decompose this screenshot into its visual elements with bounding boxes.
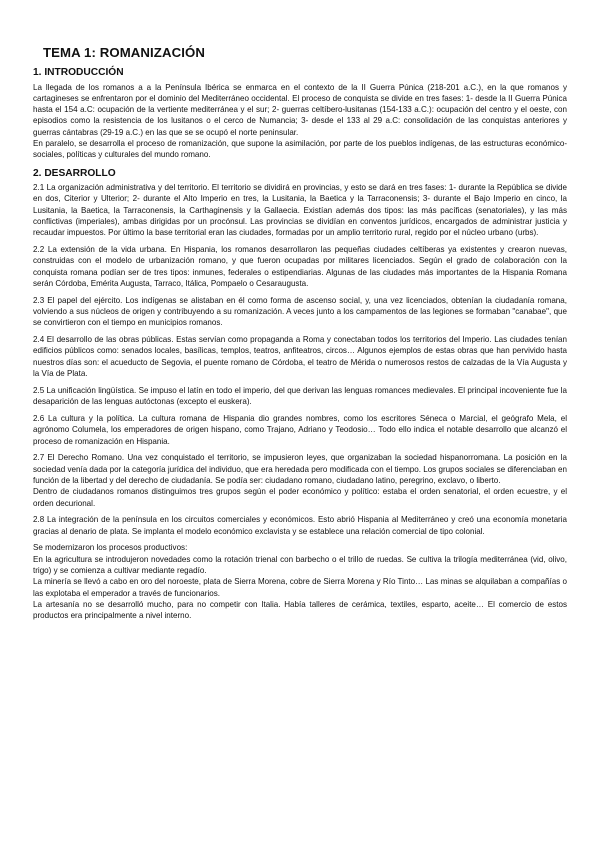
paragraph-2-2-vida-urbana: 2.2 La extensión de la vida urbana. En Hispania, los romanos desarrollaron las pequeñas ciudades celtíberas ya existentes y crearon nuevas, construidas con el modelo de urbanización romano, y que fueron ocupadas por militares licenciados. Según el grado de colaboración con la conquista romana podían ser de tres tipos: inmunes, federales o estipendiarias. Algunas de las ciudades más importantes de la Hispania Romana serán Córdoba, Emérita Augusta, Tarraco, Itálica, Pompaelo o Cesaraugusta. (33, 245, 567, 288)
paragraph-2-6-cultura-politica: 2.6 La cultura y la política. La cultura romana de Hispania dio grandes nombres, como los escritores Séneca o Marcial, el geógrafo Mela, el agrónomo Columela, los emperadores de origen hispano, como Trajano, Adriano y Teodosio… Todo ello indica el notable desarrollo que alcanzó el proceso de romanización en Hispania. (33, 413, 567, 446)
paragraph-2-5-unificacion-linguistica: 2.5 La unificación lingüística. Se impuso el latín en todo el imperio, del que derivan las lenguas romances medievales. El principal incoveniente fue la desaparición de las lenguas autóctonas (excepto el euskera). (33, 385, 567, 407)
paragraph-2-7-ordenes: Dentro de ciudadanos romanos distinguimos tres grupos según el poder económico y político: estaba el orden senatorial, el orden ecuestre, y el orden decurional. (33, 487, 567, 508)
paragraph-2-1-organizacion: 2.1 La organización administrativa y del territorio. El territorio se dividirá en provincias, y esto se dará en tres fases: 1- durante la República se divide en dos, Citerior y Ulterior; 2- durante el Alto Imperio en tres, la Lusitania, la Baetica y la Tarraconensis; 3- durante el Bajo Imperio en cinco, la Lusitania, la Baetica, la Tarraconensis, la Carthaginensis y la Gallaecia. Existían además dos tipos: las más pacíficas (senatoriales), y las más conflictivas (imperiales), ambas dirigidas por un procónsul. Las provincias se dividían en conventos jurídicos, encargados de administrar justicia y recaudar impuestos. Por último la base territorial eran las ciudades, formadas por un amplio territorio rural, regido por el núcleo urbano (urbs). (33, 183, 567, 238)
paragraph-2-8-procesos-productivos: Se modernizaron los procesos productivos: (33, 543, 188, 553)
paragraph-2-8-artesania: La artesanía no se desarrolló mucho, para no competir con Italia. Había talleres de cerámica, textiles, esparto, aceite… El comercio de estos productos era principalmente a nivel interno. (33, 599, 567, 621)
paragraph-2-7-derecho-romano: 2.7 El Derecho Romano. Una vez conquistado el territorio, se impusieron leyes, que organizaban la sociedad hispanorromana. La posición en la sociedad venía dada por la categoría jurídica del individuo, que era heredada pero modificada con el tiempo. Los grupos sociales se diferenciaban en función de la libertad y del derecho de ciudadanía. Se podía ser: ciudadano romano, ciudadano latino, peregrino, exclavo, o liberto. (33, 453, 567, 485)
section-heading-introduccion: 1. INTRODUCCIÓN (33, 67, 124, 78)
document-body (33, 44, 567, 621)
page-title: TEMA 1: ROMANIZACIÓN (43, 45, 205, 60)
paragraph-2-8-mineria: La minería se llevó a cabo en oro del noroeste, plata de Sierra Morena, cobre de Sierra Morena y Río Tinto… Las minas se alquilaban a compañías o las explotaba el emperador a través de funcionarios. (33, 577, 567, 598)
paragraph-intro-romanizacion: En paralelo, se desarrolla el proceso de romanización, que supone la asimilación, por parte de los pueblos indígenas, de las estructuras económico-sociales, políticas y culturales del mundo romano. (33, 138, 567, 160)
paragraph-2-4-obras-publicas: 2.4 El desarrollo de las obras públicas. Estas servían como propaganda a Roma y conectaban todos los territorios del Imperio. Las ciudades tenían edificios públicos como: senados locales, basílicas, templos, teatros, anfiteatros, circos… Algunos ejemplos de estas obras que han pervivido hasta nuestros días son: el acueducto de Segovia, el puente romano de Córdoba, el teatro de Mérida o numerosos restos de calzadas de la Vía Augusta y la Vía de Plata. (33, 335, 567, 379)
section-heading-desarrollo: 2. DESARROLLO (33, 167, 116, 179)
paragraph-2-8-circuitos-comerciales: 2.8 La integración de la península en los circuitos comerciales y económicos. Esto abrió Hispania al Mediterráneo y creó una economía monetaria gracias al denario de plata. Se implanta el modelo económico exclavista y se establece una relación comercial de tipo colonial. (33, 515, 567, 536)
paragraph-2-3-ejercito: 2.3 El papel del ejército. Los indígenas se alistaban en él como forma de ascenso social, y, una vez licenciados, obtenían la ciudadanía romana, volviendo a sus núcleos de origen y contribuyendo a su romanización. A veces junto a los campamentos de las legiones se formaban "canabae", que se convirtieron con el tiempo en municipios romanos. (33, 295, 567, 328)
paragraph-2-8-agricultura: En la agricultura se introdujeron novedades como la rotación trienal con barbecho o el trillo de ruedas. Se cultiva la trilogía mediterránea (vid, olivo, trigo) y se comienza a cultivar mediante regadío. (33, 554, 567, 575)
paragraph-intro-conquista: La llegada de los romanos a a la Península Ibérica se enmarca en el contexto de la II Guerra Púnica (218-201 a.C.), en la que romanos y cartagineses se enfrentaron por el dominio del Mediterráneo occidental. El proceso de conquista se divide en tres fases: 1- desde la II Guerra Púnica hasta el 154 a.C: ocupación de la vertiente mediterránea y el sur; 2- guerras celtíbero-lusitanas (154-133 a.C.): ocupación del centro y el oeste, con episodios como la resistencia de los lusitanos o el cerco de Numancia; 3- desde el 133 al 29 a.C: consolidación de las conquistas anteriores y guerras cántabras (29-19 a.C.) en las que se se ocupó el norte peninsular. (33, 82, 567, 137)
